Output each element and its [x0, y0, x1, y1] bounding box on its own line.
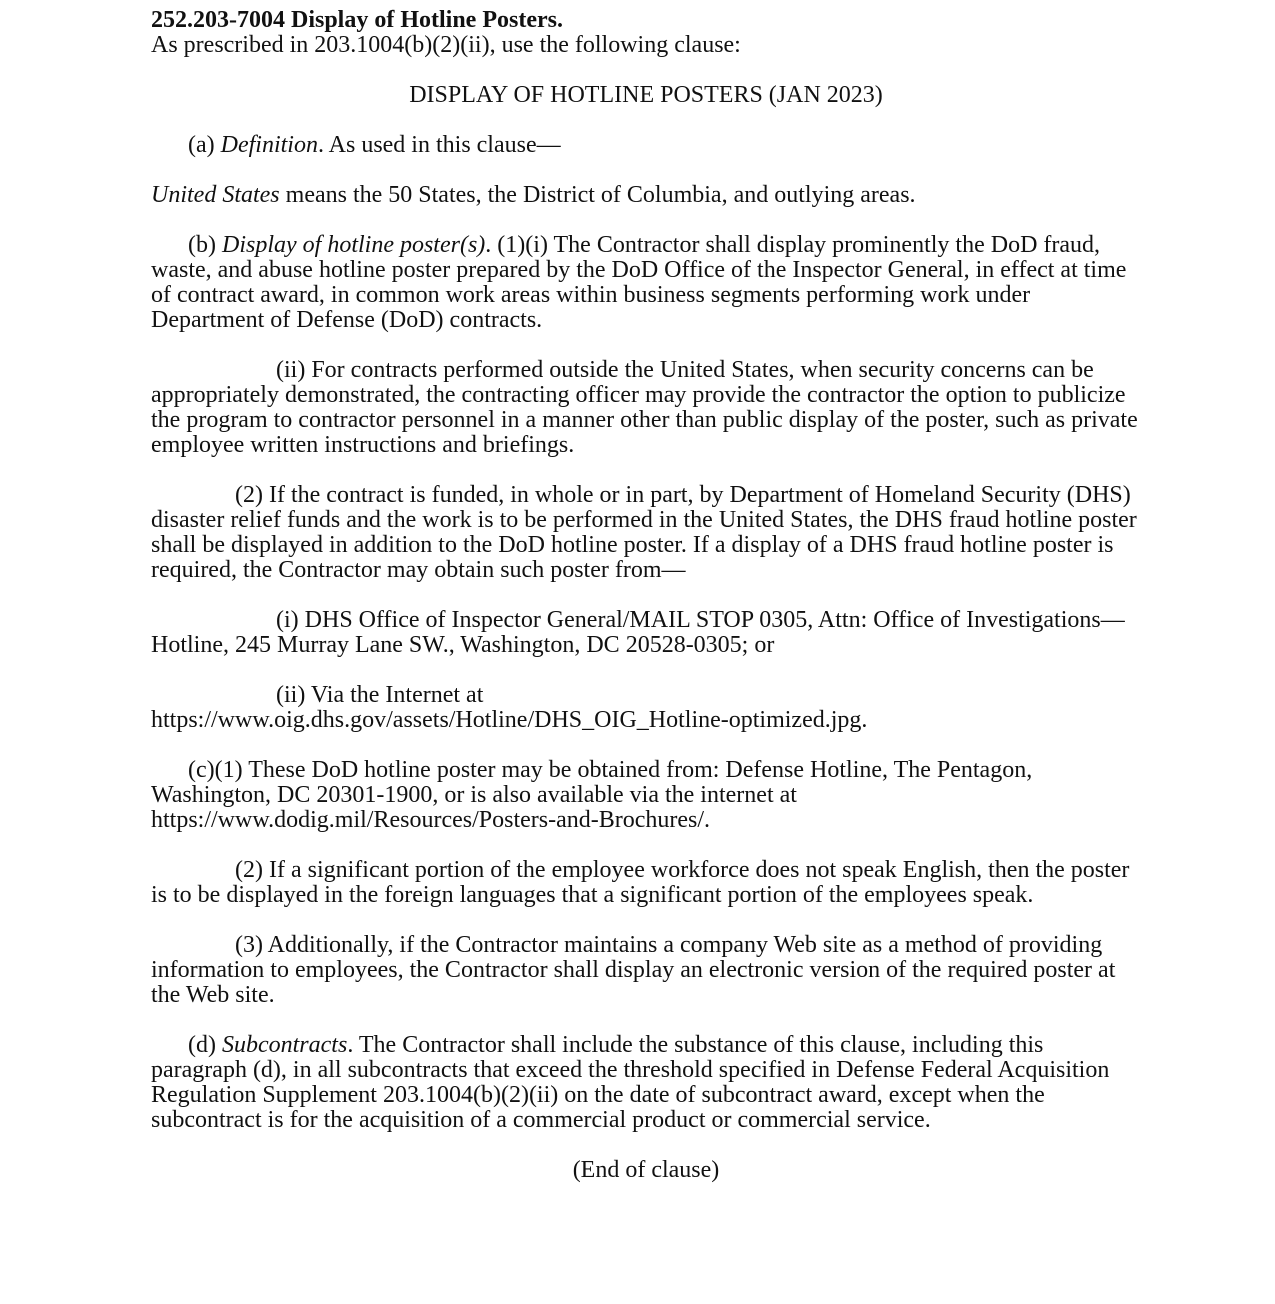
paragraph-b-term: Display of hotline poster(s): [221, 232, 486, 258]
dhs-poster-url: https://www.oig.dhs.gov/assets/Hotline/DHS_OIG_Hotline-optimized.jpg.: [151, 707, 868, 733]
paragraph-b-prefix: (b): [188, 232, 222, 258]
paragraph-d-text: . The Contractor shall include the substance of this clause, including this paragraph (d), in all subcontracts that exceed the threshold specified in Defense Federal Acquisition Regulation Supplement 203.1004(b)(2)(ii) on the date of subcontract award, except when the subcontract is for the acquisition of a commercial product or commercial service.: [151, 1032, 1110, 1133]
paragraph-b2ii-text: (ii) Via the Internet at: [276, 682, 484, 708]
paragraph-a: [151, 133, 1141, 158]
paragraph-b2ii: [151, 683, 1141, 733]
paragraph-c2: (2) If a significant portion of the employee workforce does not speak English, then the poster is to be displayed in the foreign languages that a significant portion of the employees speak.: [151, 857, 1130, 908]
paragraph-c1-text: (c)(1) These DoD hotline poster may be obtained from: Defense Hotline, The Pentagon, Washington, DC 20301-1900, or is also available via the internet at: [151, 757, 1033, 808]
definition-text: means the 50 States, the District of Columbia, and outlying areas.: [279, 182, 916, 208]
end-of-clause: (End of clause): [572, 1157, 720, 1183]
paragraph-c1: [151, 758, 1141, 833]
paragraph-a-text: . As used in this clause—: [317, 132, 561, 158]
dodig-poster-url: https://www.dodig.mil/Resources/Posters-and-Brochures/.: [151, 807, 711, 833]
clause-title: DISPLAY OF HOTLINE POSTERS (JAN 2023): [409, 82, 883, 108]
prescription-line: As prescribed in 203.1004(b)(2)(ii), use the following clause:: [151, 32, 741, 58]
paragraph-a-prefix: (a): [188, 132, 221, 158]
definition-united-states: [151, 183, 1141, 208]
paragraph-b: [151, 233, 1141, 333]
paragraph-d-term: Subcontracts: [221, 1032, 348, 1058]
paragraph-d-prefix: (d): [188, 1032, 222, 1058]
paragraph-c3: (3) Additionally, if the Contractor maintains a company Web site as a method of providing information to employees, the Contractor shall display an electronic version of the required poster at the Web site.: [151, 932, 1116, 1008]
paragraph-b2i: (i) DHS Office of Inspector General/MAIL STOP 0305, Attn: Office of Investigations—Hotline, 245 Murray Lane SW., Washington, DC 20528-0305; or: [151, 607, 1125, 658]
paragraph-b1ii: (ii) For contracts performed outside the United States, when security concerns can be appropriately demonstrated, the contracting officer may provide the contractor the option to publicize the program to contractor personnel in a manner other than public display of the poster, such as private employee written instructions and briefings.: [151, 357, 1138, 458]
clause-document: [151, 8, 1141, 1183]
definition-term: United States: [151, 182, 280, 208]
paragraph-d: [151, 1033, 1141, 1133]
section-heading: 252.203-7004 Display of Hotline Posters.: [151, 7, 563, 33]
paragraph-b2: (2) If the contract is funded, in whole or in part, by Department of Homeland Security (DHS) disaster relief funds and the work is to be performed in the United States, the DHS fraud hotline poster shall be displayed in addition to the DoD hotline poster. If a display of a DHS fraud hotline poster is required, the Contractor may obtain such poster from—: [151, 482, 1137, 583]
paragraph-b-text: . (1)(i) The Contractor shall display prominently the DoD fraud, waste, and abuse hotline poster prepared by the DoD Office of the Inspector General, in effect at time of contract award, in common work areas within business segments performing work under Department of Defense (DoD) contracts.: [151, 232, 1127, 333]
paragraph-a-term: Definition: [220, 132, 318, 158]
